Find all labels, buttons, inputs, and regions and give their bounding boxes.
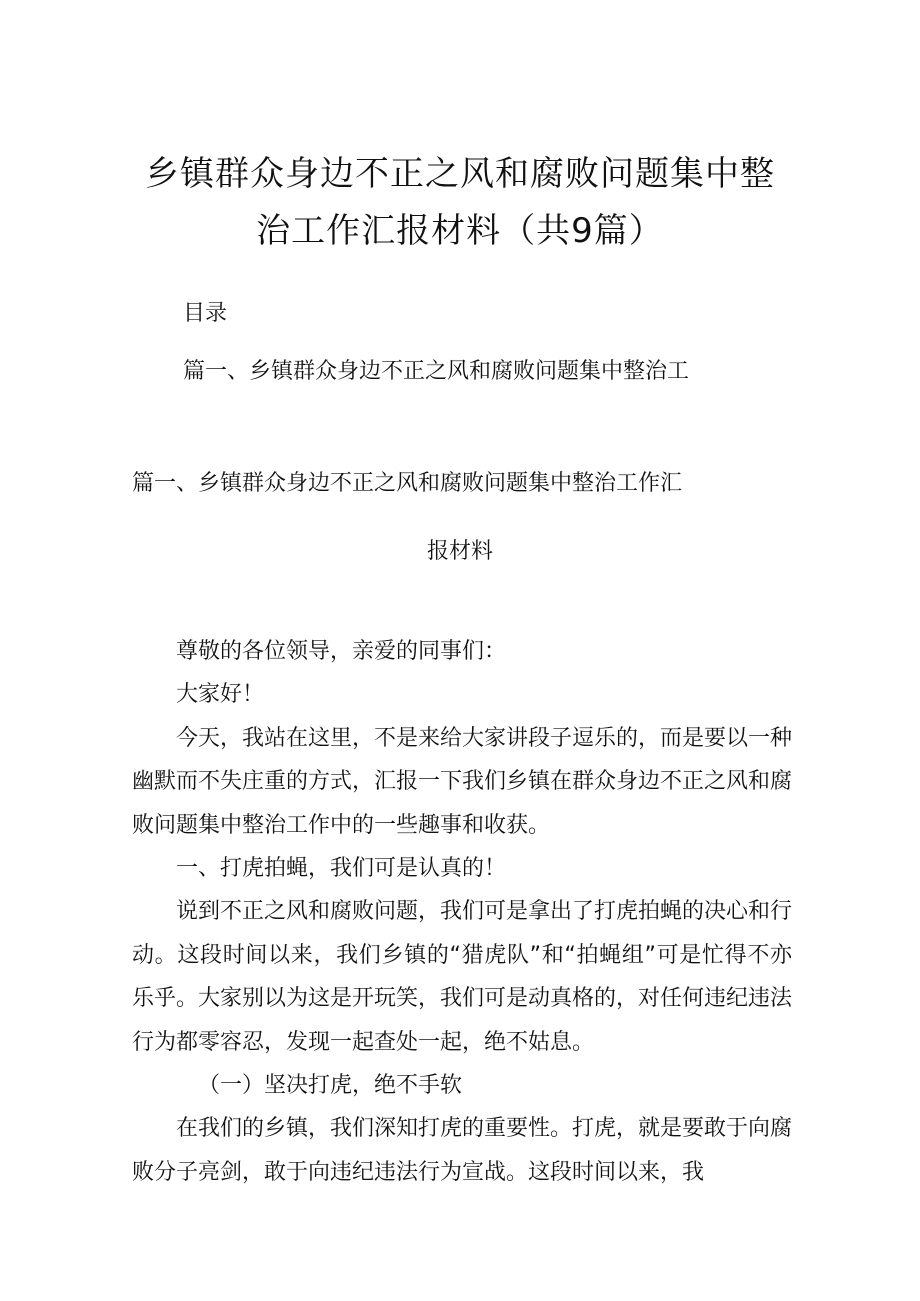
section-heading-line-1: 篇一、乡镇群众身边不正之风和腐败问题集中整治工作汇 — [132, 471, 683, 496]
document-title-line-2: 治工作汇报材料（共9篇） — [256, 211, 664, 251]
body-paragraph: 说到不正之风和腐败问题，我们可是拿出了打虎拍蝇的决心和行动。这段时间以来，我们乡镇的“猎虎队”和“拍蝇组”可是忙得不亦乐乎。大家别以为这是开玩笑，我们可是动真格的，对任何违纪违法行为都零容忍，发现一起查处一起，绝不姑息。 — [132, 899, 793, 1055]
toc-heading: 目录 — [183, 301, 228, 326]
toc-item[interactable]: 篇一、乡镇群众身边不正之风和腐败问题集中整治工 — [183, 359, 690, 384]
document-body — [132, 630, 792, 1194]
salutation-paragraph: 尊敬的各位领导，亲爱的同事们： — [176, 639, 507, 664]
subheading-1: 一、打虎拍蝇，我们可是认真的！ — [176, 856, 507, 882]
body-paragraph: 在我们的乡镇，我们深知打虎的重要性。打虎，就是要敢于向腐败分子亮剑，敢于向违纪违法行为宣战。这段时间以来，我 — [132, 1116, 793, 1185]
subheading-1-1: （一）坚决打虎，绝不手软 — [198, 1073, 463, 1099]
document-title-line-1: 乡镇群众身边不正之风和腐败问题集中整 — [145, 154, 775, 194]
greeting-paragraph: 大家好！ — [176, 682, 265, 708]
intro-paragraph: 今天，我站在这里，不是来给大家讲段子逗乐的，而是要以一种幽默而不失庄重的方式，汇报一下我们乡镇在群众身边不正之风和腐败问题集中整治工作中的一些趣事和收获。 — [132, 725, 793, 838]
section-heading-line-2: 报材料 — [426, 539, 493, 564]
